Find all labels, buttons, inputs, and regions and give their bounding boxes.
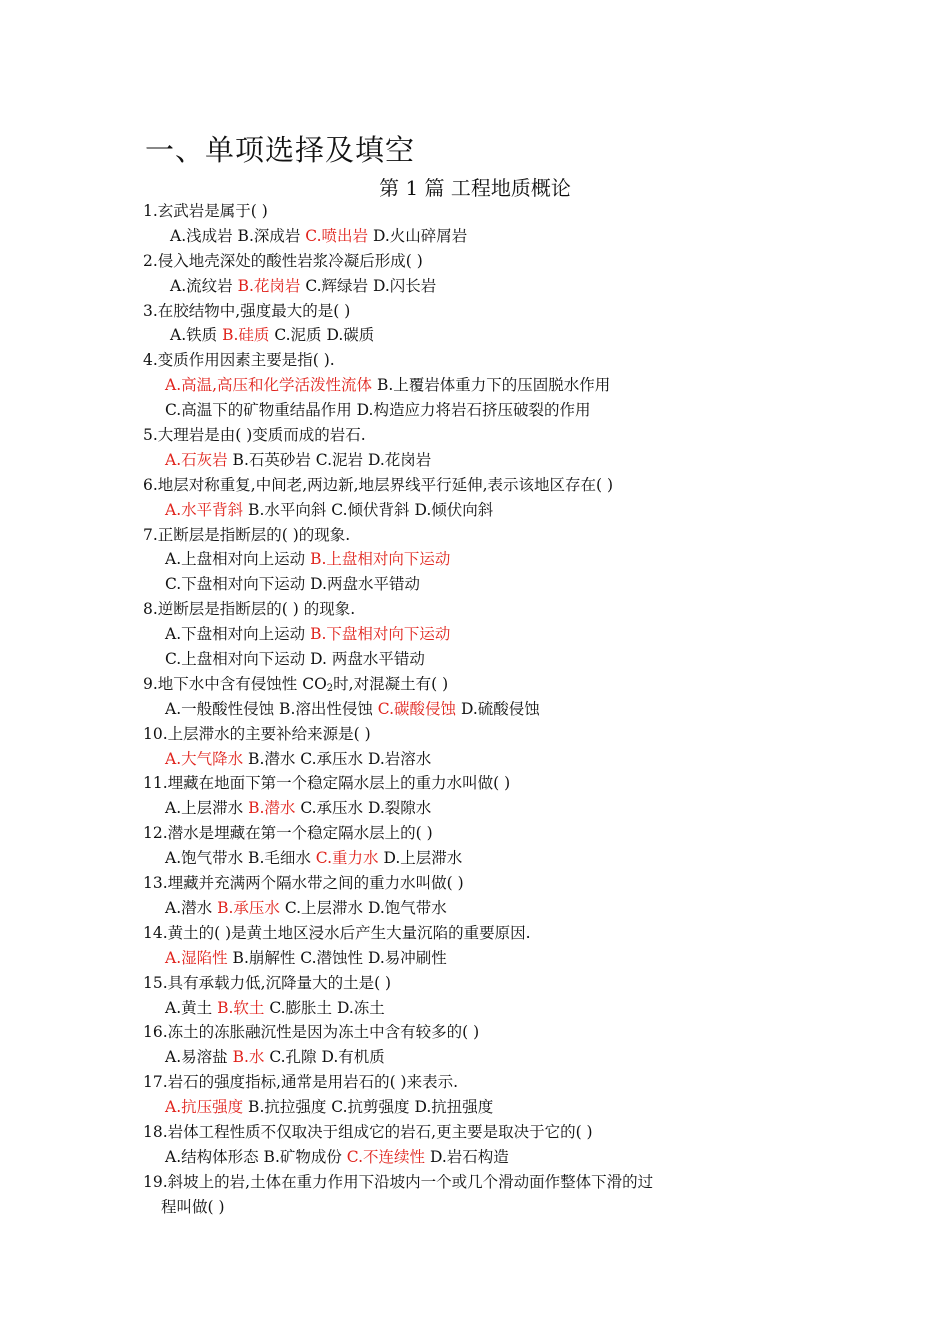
line-text: D.岩石构造 xyxy=(425,1147,509,1166)
options-line xyxy=(143,448,823,473)
answer-text: A.高温,高压和化学活泼性流体 xyxy=(165,376,373,395)
line-text: D.上层滞水 xyxy=(378,849,463,868)
answer-text: B.硅质 xyxy=(222,326,270,345)
options-line xyxy=(143,896,823,921)
line-text: C.泥质 D.碳质 xyxy=(269,326,375,345)
line-text: B.潜水 C.承压水 D.岩溶水 xyxy=(243,749,432,768)
options-line xyxy=(143,747,823,772)
subscript-text: 2 xyxy=(326,682,334,694)
options-line xyxy=(143,498,823,523)
line-text: 11.埋藏在地面下第一个稳定隔水层上的重力水叫做( ) xyxy=(143,774,511,793)
line-text: 12.潜水是埋藏在第一个稳定隔水层上的( ) xyxy=(143,824,433,843)
options-line xyxy=(143,572,823,597)
answer-text: C.不连续性 xyxy=(346,1147,426,1166)
answer-text: B.承压水 xyxy=(217,898,280,917)
answer-text: C.重力水 xyxy=(315,849,379,868)
question-line xyxy=(143,921,823,946)
question-line xyxy=(143,1170,823,1195)
question-line xyxy=(143,871,823,896)
section-heading: 一、单项选择及填空 xyxy=(145,133,416,167)
line-text: 17.岩石的强度指标,通常是用岩石的( )来表示. xyxy=(143,1073,459,1092)
question-line xyxy=(143,299,823,324)
answer-text: A.水平背斜 xyxy=(165,500,244,519)
line-text: C.上层滞水 D.饱气带水 xyxy=(279,898,447,917)
question-line xyxy=(143,1070,823,1095)
line-text: D.火山碎屑岩 xyxy=(368,226,468,245)
answer-text: A.大气降水 xyxy=(165,749,244,768)
options-line xyxy=(143,224,823,249)
options-line xyxy=(143,1145,823,1170)
line-text: C.膨胀土 D.冻土 xyxy=(264,998,385,1017)
options-line xyxy=(143,274,823,299)
answer-text: B.下盘相对向下运动 xyxy=(310,625,451,644)
line-text: A.一般酸性侵蚀 B.溶出性侵蚀 xyxy=(165,699,378,718)
line-text: A.流纹岩 xyxy=(170,276,238,295)
line-text: C.承压水 D.裂隙水 xyxy=(295,799,432,818)
line-text: A.潜水 xyxy=(165,898,218,917)
question-line xyxy=(143,348,823,373)
line-text: 3.在胶结物中,强度最大的是( ) xyxy=(143,301,351,320)
answer-text: C.喷出岩 xyxy=(305,226,369,245)
line-text: A.铁质 xyxy=(170,326,223,345)
options-line xyxy=(143,697,823,722)
options-line xyxy=(143,796,823,821)
line-text: B.石英砂岩 C.泥岩 D.花岗岩 xyxy=(227,450,432,469)
chapter-title xyxy=(0,172,950,201)
answer-text: B.潜水 xyxy=(248,799,296,818)
line-text: C.高温下的矿物重结晶作用 D.构造应力将岩石挤压破裂的作用 xyxy=(165,401,591,420)
options-line xyxy=(143,1095,823,1120)
question-line xyxy=(143,473,823,498)
line-text: 8.逆断层是指断层的( ) 的现象. xyxy=(143,600,356,619)
options-line xyxy=(143,946,823,971)
line-text: 1.玄武岩是属于( ) xyxy=(143,202,268,220)
line-text: 14.黄土的( )是黄土地区浸水后产生大量沉陷的重要原因. xyxy=(143,923,531,942)
options-line xyxy=(143,547,823,572)
question-line xyxy=(143,1120,823,1145)
line-text: B.抗拉强度 C.抗剪强度 D.抗扭强度 xyxy=(243,1098,494,1117)
line-text: 6.地层对称重复,中间老,两边新,地层界线平行延伸,表示该地区存在( ) xyxy=(143,475,614,494)
line-text: A.上层滞水 xyxy=(165,799,249,818)
options-line xyxy=(143,996,823,1021)
question-line xyxy=(143,821,823,846)
question-line xyxy=(143,597,823,622)
line-text: 10.上层滞水的主要补给来源是( ) xyxy=(143,724,371,743)
answer-text: B.水 xyxy=(232,1048,265,1067)
line-text: 2.侵入地壳深处的酸性岩浆冷凝后形成( ) xyxy=(143,251,423,270)
line-text: 程叫做( ) xyxy=(161,1197,225,1216)
line-text: C.上盘相对向下运动 D. 两盘水平错动 xyxy=(165,650,425,669)
answer-text: A.湿陷性 xyxy=(165,948,228,967)
line-text: A.黄土 xyxy=(165,998,218,1017)
question-continuation-line xyxy=(143,1195,823,1220)
line-text: A.浅成岩 B.深成岩 xyxy=(170,226,306,245)
line-text: 13.埋藏并充满两个隔水带之间的重力水叫做( ) xyxy=(143,874,464,893)
line-text: 4.变质作用因素主要是指( ). xyxy=(143,351,335,370)
line-text: 5.大理岩是由( )变质而成的岩石. xyxy=(143,426,366,445)
line-text: A.下盘相对向上运动 xyxy=(165,625,311,644)
line-text: C.辉绿岩 D.闪长岩 xyxy=(300,276,437,295)
options-line xyxy=(143,323,823,348)
chapter-title-text: 第 1 篇 工程地质概论 xyxy=(379,176,571,200)
question-line xyxy=(143,423,823,448)
answer-text: A.石灰岩 xyxy=(165,450,228,469)
line-text: 时,对混凝土有( ) xyxy=(333,674,449,693)
line-text: 7.正断层是指断层的( )的现象. xyxy=(143,525,351,544)
question-list xyxy=(143,199,823,1220)
answer-text: A.抗压强度 xyxy=(165,1098,244,1117)
line-text: C.孔隙 D.有机质 xyxy=(264,1048,385,1067)
question-line xyxy=(143,722,823,747)
line-text: C.下盘相对向下运动 D.两盘水平错动 xyxy=(165,575,420,594)
answer-text: B.花岗岩 xyxy=(237,276,301,295)
question-line xyxy=(143,199,823,224)
line-text: D.硫酸侵蚀 xyxy=(456,699,540,718)
question-line xyxy=(143,971,823,996)
options-line xyxy=(143,398,823,423)
line-text: A.饱气带水 B.毛细水 xyxy=(165,849,316,868)
line-text: 15.具有承载力低,沉降量大的土是( ) xyxy=(143,973,392,992)
line-text: B.水平向斜 C.倾伏背斜 D.倾伏向斜 xyxy=(243,500,494,519)
question-line xyxy=(143,771,823,796)
question-line xyxy=(143,249,823,274)
line-text: 18.岩体工程性质不仅取决于组成它的岩石,更主要是取决于它的( ) xyxy=(143,1122,593,1141)
line-text: B.上覆岩体重力下的压固脱水作用 xyxy=(372,376,611,395)
question-line xyxy=(143,523,823,548)
options-line xyxy=(143,846,823,871)
answer-text: C.碳酸侵蚀 xyxy=(377,699,457,718)
line-text: A.结构体形态 B.矿物成份 xyxy=(165,1147,347,1166)
line-text: 16.冻土的冻胀融沉性是因为冻土中含有较多的( ) xyxy=(143,1023,480,1042)
options-line xyxy=(143,373,823,398)
answer-text: B.软土 xyxy=(217,998,265,1017)
line-text: B.崩解性 C.潜蚀性 D.易冲刷性 xyxy=(227,948,447,967)
line-text: 9.地下水中含有侵蚀性 CO xyxy=(143,674,327,693)
line-text: A.易溶盐 xyxy=(165,1048,233,1067)
options-line xyxy=(143,1045,823,1070)
question-line xyxy=(143,1020,823,1045)
answer-text: B.上盘相对向下运动 xyxy=(310,550,451,569)
options-line xyxy=(143,622,823,647)
question-line xyxy=(143,672,823,697)
line-text: A.上盘相对向上运动 xyxy=(165,550,311,569)
options-line xyxy=(143,647,823,672)
line-text: 19.斜坡上的岩,土体在重力作用下沿坡内一个或几个滑动面作整体下滑的过 xyxy=(143,1172,654,1191)
